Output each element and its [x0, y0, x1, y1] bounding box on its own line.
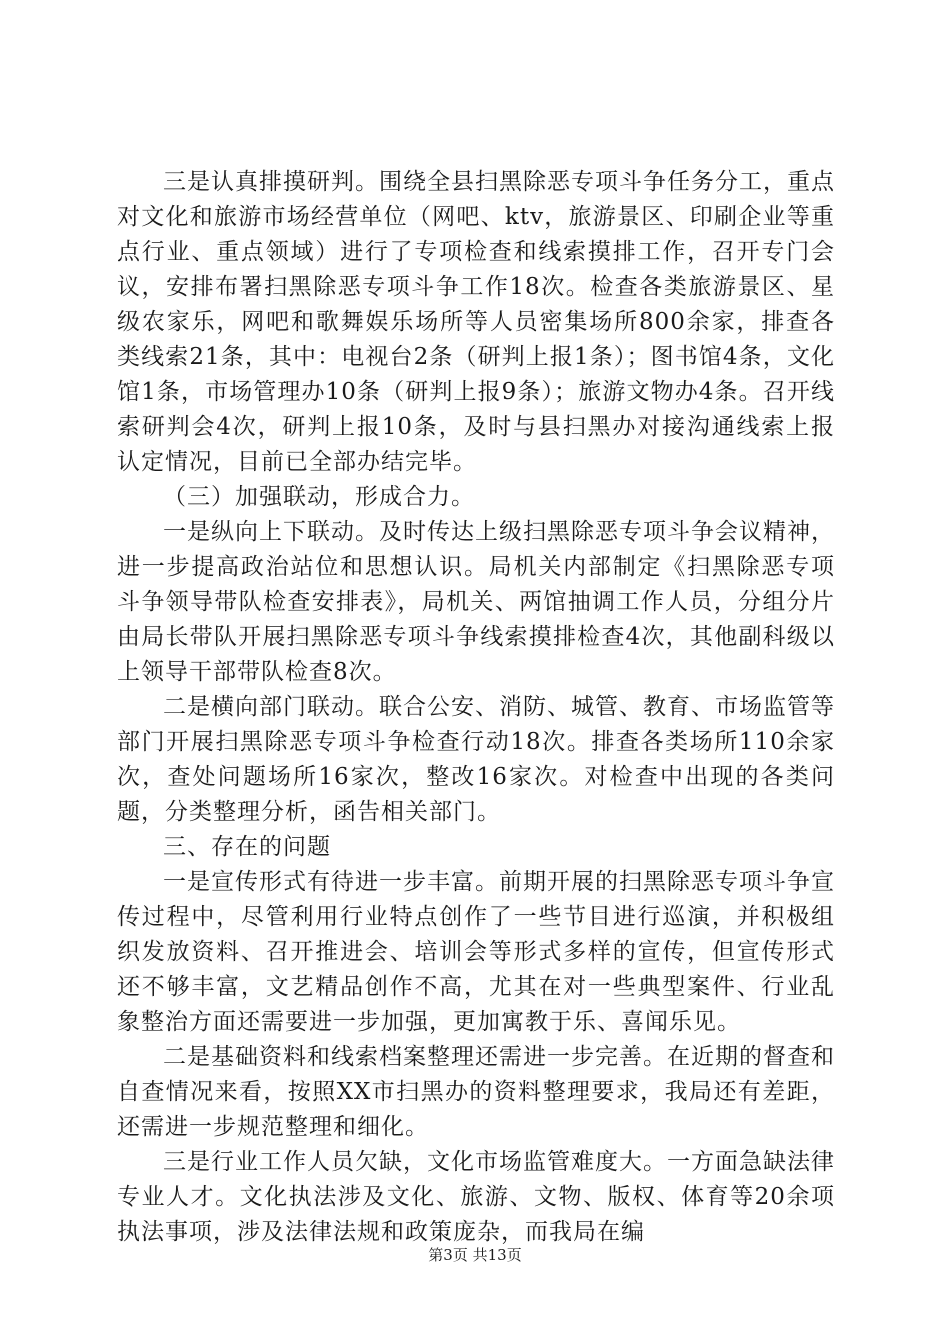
section-heading-linkage: （三）加强联动，形成合力。 — [163, 484, 475, 510]
paragraph-horizontal-linkage: 二是横向部门联动。联合公安、消防、城管、教育、市场监管等部门开展扫黑除恶专项斗争检查行动18次。排查各类场所110余家次，查处问题场所16家次，整改16家次。对检查中出现的各类问题，分类整理分析，函告相关部门。 — [117, 694, 835, 825]
paragraph-problem-staffing: 三是行业工作人员欠缺，文化市场监管难度大。一方面急缺法律专业人才。文化执法涉及文化、旅游、文物、版权、体育等20余项执法事项，涉及法律法规和政策庞杂，而我局在编 — [117, 1149, 835, 1245]
paragraph-investigation: 三是认真排摸研判。围绕全县扫黑除恶专项斗争任务分工，重点对文化和旅游市场经营单位（网吧、ktv，旅游景区、印刷企业等重点行业、重点领域）进行了专项检查和线索摸排工作，召开专门会议，安排布署扫黑除恶专项斗争工作18次。检查各类旅游景区、星级农家乐，网吧和歌舞娱乐场所等人员密集场所800余家，排查各类线索21条，其中：电视台2条（研判上报1条）；图书馆4条，文化馆1条，市场管理办10条（研判上报9条）；旅游文物办4条。召开线索研判会4次，研判上报10条，及时与县扫黑办对接沟通线索上报认定情况，目前已全部办结完毕。 — [117, 169, 835, 475]
paragraph-problem-publicity: 一是宣传形式有待进一步丰富。前期开展的扫黑除恶专项斗争宣传过程中，尽管利用行业特点创作了一些节目进行巡演，并积极组织发放资料、召开推进会、培训会等形式多样的宣传，但宣传形式还不够丰富，文艺精品创作不高，尤其在对一些典型案件、行业乱象整治方面还需要进一步加强，更加寓教于乐、喜闻乐见。 — [117, 869, 835, 1035]
page-number-footer: 第3页 共13页 — [428, 1246, 522, 1264]
document-body — [117, 165, 835, 1250]
section-heading-problems: 三、存在的问题 — [163, 834, 331, 860]
paragraph-problem-archives: 二是基础资料和线索档案整理还需进一步完善。在近期的督查和自查情况来看，按照XX市扫黑办的资料整理要求，我局还有差距，还需进一步规范整理和细化。 — [117, 1044, 835, 1140]
paragraph-vertical-linkage: 一是纵向上下联动。及时传达上级扫黑除恶专项斗争会议精神，进一步提高政治站位和思想认识。局机关内部制定《扫黑除恶专项斗争领导带队检查安排表》，局机关、两馆抽调工作人员，分组分片由局长带队开展扫黑除恶专项斗争线索摸排检查4次，其他副科级以上领导干部带队检查8次。 — [117, 519, 835, 685]
